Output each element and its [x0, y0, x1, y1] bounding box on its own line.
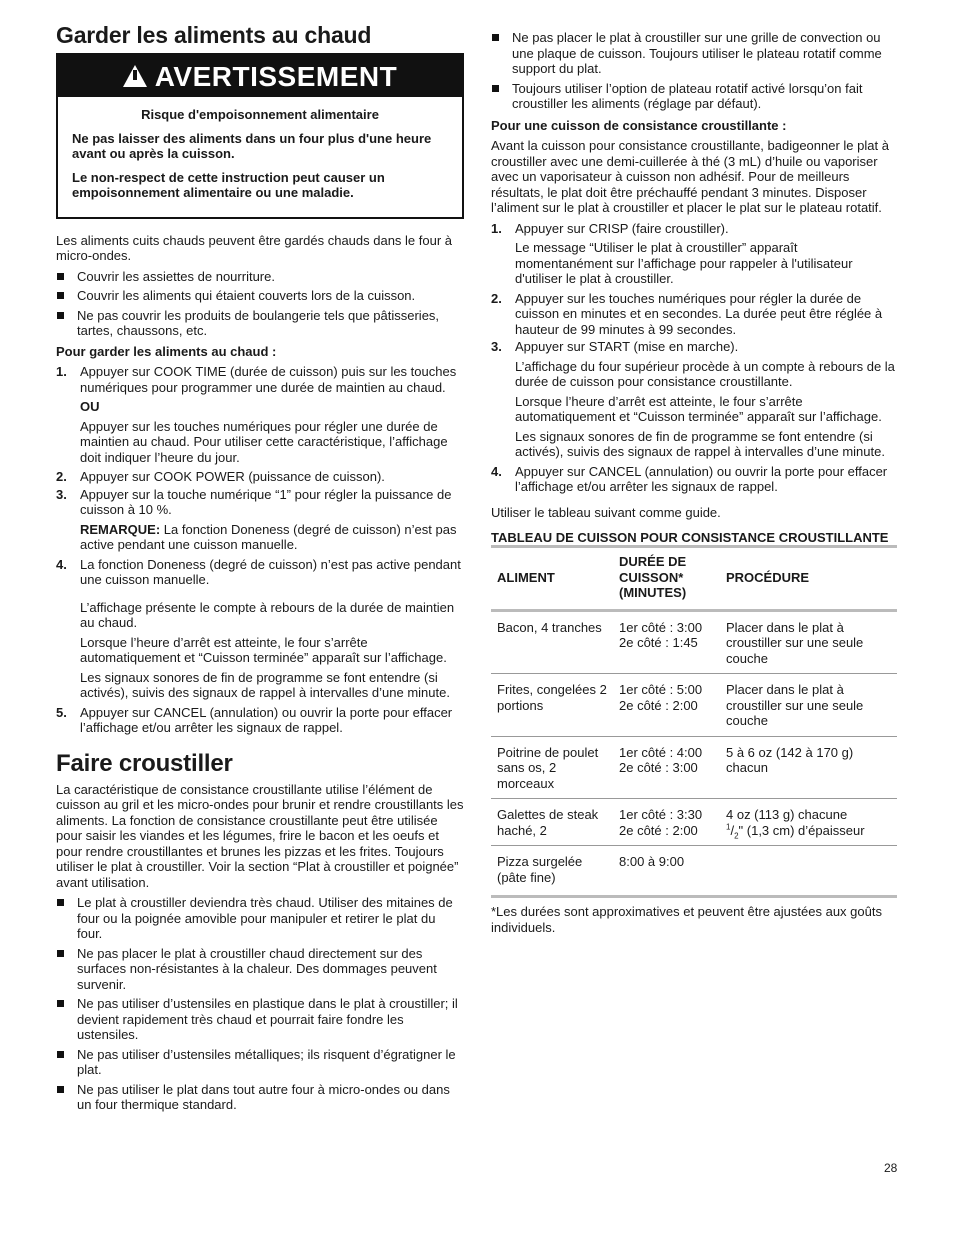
time-side-1: 1er côté : 3:00: [619, 619, 703, 635]
time-side-2: 2e côté : 1:45: [619, 635, 698, 650]
time-side-1: 8:00 à 9:00: [619, 854, 685, 869]
step-detail: Les signaux sonores de fin de programme se font entendre (si activés), suivis des signaux de rappel à intervalles d’une minute.: [80, 669, 450, 700]
step-text: Appuyer sur les touches numériques pour régler la durée de cuisson en minutes et en secondes. La durée peut être réglée à hauteur de 99 minutes à 99 secondes.: [515, 290, 883, 337]
warning-line-1: Ne pas laisser des aliments dans un four plus d'une heure avant ou après la cuisson.: [72, 130, 432, 161]
crisp-bullets-cont: [491, 30, 897, 112]
crisp-steps: [491, 221, 897, 495]
time-side-2: 2e côté : 2:00: [619, 697, 698, 713]
col-header-food: ALIMENT: [497, 569, 555, 585]
keep-warm-intro: Les aliments cuits chauds peuvent être gardés chauds dans le four à micro-ondes.: [56, 232, 453, 263]
cell-food: Galettes de steak haché, 2: [497, 807, 599, 838]
cell-procedure: Placer dans le plat à croustiller sur une seule couche: [726, 619, 864, 666]
list-item: Ne pas utiliser d’ustensiles métalliques; ils risquent d’égratigner le plat.: [56, 1047, 464, 1078]
cell-food: Bacon, 4 tranches: [497, 619, 602, 635]
list-item: Ne pas placer le plat à croustiller sur une grille de convection ou une plaque de cuisson. Toujours utiliser le plateau rotatif comme support du plat.: [491, 30, 897, 77]
step-detail: Le message “Utiliser le plat à croustiller” apparaît momentanément sur l’affichage pour rappeler à l'utilisateur d'utiliser le plat à croustiller.: [515, 240, 853, 286]
cell-procedure: [720, 846, 897, 897]
step-detail: Lorsque l’heure d’arrêt est atteinte, le four s’arrête automatiquement et “Cuisson terminée” apparaît sur l’affichage.: [80, 634, 447, 665]
step-number: 5.: [56, 704, 67, 720]
step-alt: Appuyer sur les touches numériques pour régler une durée de maintien au chaud. Pour utiliser cette caractéristique, l’affichage doit indiquer l’heure du jour.: [80, 418, 448, 465]
step-detail: Les signaux sonores de fin de programme se font entendre (si activés), suivis des signaux de rappel à intervalles d’une minute.: [515, 428, 885, 459]
keep-warm-bullets: [56, 269, 464, 339]
warning-risk: Risque d'empoisonnement alimentaire: [141, 107, 379, 122]
cell-food: Poitrine de poulet sans os, 2 morceaux: [497, 744, 599, 791]
list-item: Ne pas couvrir les produits de boulangerie tels que pâtisseries, tartes, chaussons, etc.: [56, 308, 464, 339]
col-header-procedure: PROCÉDURE: [726, 569, 810, 585]
warning-line-2: Le non-respect de cette instruction peut causer un empoisonnement alimentaire ou une maladie.: [72, 169, 385, 200]
list-item: Couvrir les aliments qui étaient couverts lors de la cuisson.: [56, 288, 464, 304]
step-detail: L’affichage du four supérieur procède à un compte à rebours de la durée de cuisson pour consistance croustillante.: [515, 358, 895, 389]
step-text: Appuyer sur la touche numérique “1” pour régler la puissance de cuisson à 10 %.: [80, 486, 452, 517]
list-item: Ne pas utiliser le plat dans tout autre four à micro-ondes ou dans un four thermique standard.: [56, 1082, 464, 1113]
table-row: [491, 674, 897, 737]
step-number: 4.: [56, 556, 67, 572]
procedure-thickness: $^1/_2$" (1,3 cm) d’épaisseur: [726, 822, 865, 841]
keep-warm-steps: [56, 364, 464, 736]
step-number: 1.: [56, 364, 67, 379]
cell-procedure: [720, 799, 897, 846]
step-detail: L’affichage présente le compte à rebours de la durée de maintien au chaud.: [80, 599, 455, 630]
step-number: 3.: [491, 339, 502, 354]
note-label: REMARQUE:: [80, 521, 161, 537]
cell-time: [613, 799, 720, 846]
keep-warm-subhead: Pour garder les aliments au chaud :: [56, 343, 277, 359]
step-5: [56, 705, 464, 736]
step-4: [491, 464, 897, 495]
step-text: La fonction Doneness (degré de cuisson) n’est pas active pendant une cuisson manuelle.: [80, 556, 461, 587]
step-note: [80, 522, 464, 553]
time-side-1: 1er côté : 5:00: [619, 682, 703, 697]
list-item: Toujours utiliser l’option de plateau rotatif activé lorsqu’on fait croustiller les aliments (réglage par défaut).: [491, 81, 897, 112]
step-or: OU: [80, 399, 100, 414]
step-4: [56, 557, 464, 701]
page-number: 28: [884, 1161, 898, 1175]
step-text: Appuyer sur START (mise en marche).: [515, 339, 739, 354]
table-row: [491, 846, 897, 897]
thickness-text: " (1,3 cm) d’épaisseur: [738, 822, 865, 838]
cell-time: [613, 846, 720, 897]
step-detail: Lorsque l’heure d’arrêt est atteinte, le four s’arrête automatiquement et “Cuisson terminée” apparaît sur l’affichage.: [515, 393, 882, 424]
fraction-num: 1: [726, 822, 731, 832]
list-item: Ne pas placer le plat à croustiller chaud directement sur des surfaces non-résistantes à la chaleur. Des dommages peuvent survenir.: [56, 946, 464, 993]
crisp-intro: La caractéristique de consistance croustillante utilise l’élément de cuisson au gril et les micro-ondes pour brunir et rendre croustillants les aliments. La fonction de consistance croustillante peut être utilisée pour saisir les viandes et les légumes, frire le bacon et les oeufs et pour rendre croustillantes et brunes les pizzas et les frites. Toujours utiliser le plat à croustiller. Voir la section “Plat à croustiller et poignée” avant utilisation.: [56, 781, 464, 890]
cell-time: [613, 674, 720, 737]
warning-body: [58, 97, 462, 217]
section-heading-keep-warm: Garder les aliments au chaud: [56, 22, 372, 48]
note-text: La fonction Doneness (degré de cuisson) n’est pas active pendant une cuisson manuelle.: [80, 521, 457, 552]
table-guide: Utiliser le tableau suivant comme guide.: [491, 504, 721, 520]
list-item: Ne pas utiliser d’ustensiles en plastique dans le plat à croustiller; il devient rapidement très chaud et pourrait faire fondre les ustensiles.: [56, 996, 464, 1043]
step-2: [56, 469, 464, 485]
table-footnote: *Les durées sont approximatives et peuvent être ajustées aux goûts individuels.: [491, 904, 882, 935]
cell-time: [613, 736, 720, 799]
table-row: [491, 736, 897, 799]
step-text: Appuyer sur COOK TIME (durée de cuisson) puis sur les touches numériques pour programmer une durée de maintien au chaud.: [80, 364, 457, 395]
step-number: 3.: [56, 486, 67, 502]
col-header-time: DURÉE DE CUISSON* (MINUTES): [619, 554, 687, 600]
time-side-1: 1er côté : 4:00: [619, 744, 703, 760]
right-column: [491, 30, 897, 940]
step-3: [491, 339, 897, 460]
cell-procedure: Placer dans le plat à croustiller sur une seule couche: [726, 682, 864, 728]
table-title: TABLEAU DE CUISSON POUR CONSISTANCE CROUSTILLANTE: [491, 530, 889, 545]
list-item: Le plat à croustiller deviendra très chaud. Utiliser des mitaines de four ou la poignée amovible pour manipuler et retirer le plat du four.: [56, 895, 464, 942]
cell-food: Pizza surgelée (pâte fine): [497, 854, 583, 885]
step-1: [491, 221, 897, 287]
left-column: [56, 22, 464, 1118]
step-2: [491, 291, 897, 338]
list-item: Couvrir les assiettes de nourriture.: [56, 269, 464, 285]
table-row: [491, 799, 897, 846]
crisp-bullets: [56, 895, 464, 1113]
warning-triangle-icon: [123, 65, 147, 87]
crisp-subhead: Pour une cuisson de consistance croustillante :: [491, 117, 787, 133]
crisp-cooking-table: [491, 545, 897, 898]
procedure-line: 4 oz (113 g) chacune: [726, 807, 848, 822]
step-1: [56, 364, 464, 465]
crisp-method-intro: Avant la cuisson pour consistance croustillante, badigeonner le plat à croustiller avec une demi-cuillerée à thé (3 mL) d’huile ou vaporiser avec un vaporisateur à cuisson non adhésif. Pour de meilleurs résultats, le plat doit être préchauffé pendant 3 minutes. Disposer l’aliment sur le plat à croustiller et placer le plat sur le plateau rotatif.: [491, 138, 889, 215]
fraction-den: 2: [734, 831, 739, 841]
time-side-1: 1er côté : 3:30: [619, 807, 703, 822]
table-header-row: [491, 547, 897, 611]
step-text: Appuyer sur CRISP (faire croustiller).: [515, 220, 729, 236]
time-side-2: 2e côté : 3:00: [619, 760, 698, 775]
step-text: Appuyer sur CANCEL (annulation) ou ouvrir la porte pour effacer l’affichage et/ou arrêter les signaux de rappel.: [515, 463, 888, 494]
step-number: 4.: [491, 463, 502, 479]
step-text: Appuyer sur COOK POWER (puissance de cuisson).: [80, 469, 385, 484]
cell-procedure: 5 à 6 oz (142 à 170 g) chacun: [726, 744, 854, 775]
time-side-2: 2e côté : 2:00: [619, 822, 698, 838]
step-number: 2.: [56, 469, 67, 484]
warning-header: [58, 55, 462, 97]
section-heading-crisp: Faire croustiller: [56, 749, 233, 777]
cell-time: [613, 610, 720, 674]
step-text: Appuyer sur CANCEL (annulation) ou ouvrir la porte pour effacer l’affichage et/ou arrêter les signaux de rappel.: [80, 704, 453, 735]
step-number: 1.: [491, 220, 502, 236]
warning-title: AVERTISSEMENT: [154, 61, 398, 92]
step-number: 2.: [491, 290, 502, 306]
warning-box: [56, 53, 464, 219]
table-row: [491, 610, 897, 674]
cell-food: Frites, congelées 2 portions: [497, 682, 607, 713]
step-3: [56, 487, 464, 553]
